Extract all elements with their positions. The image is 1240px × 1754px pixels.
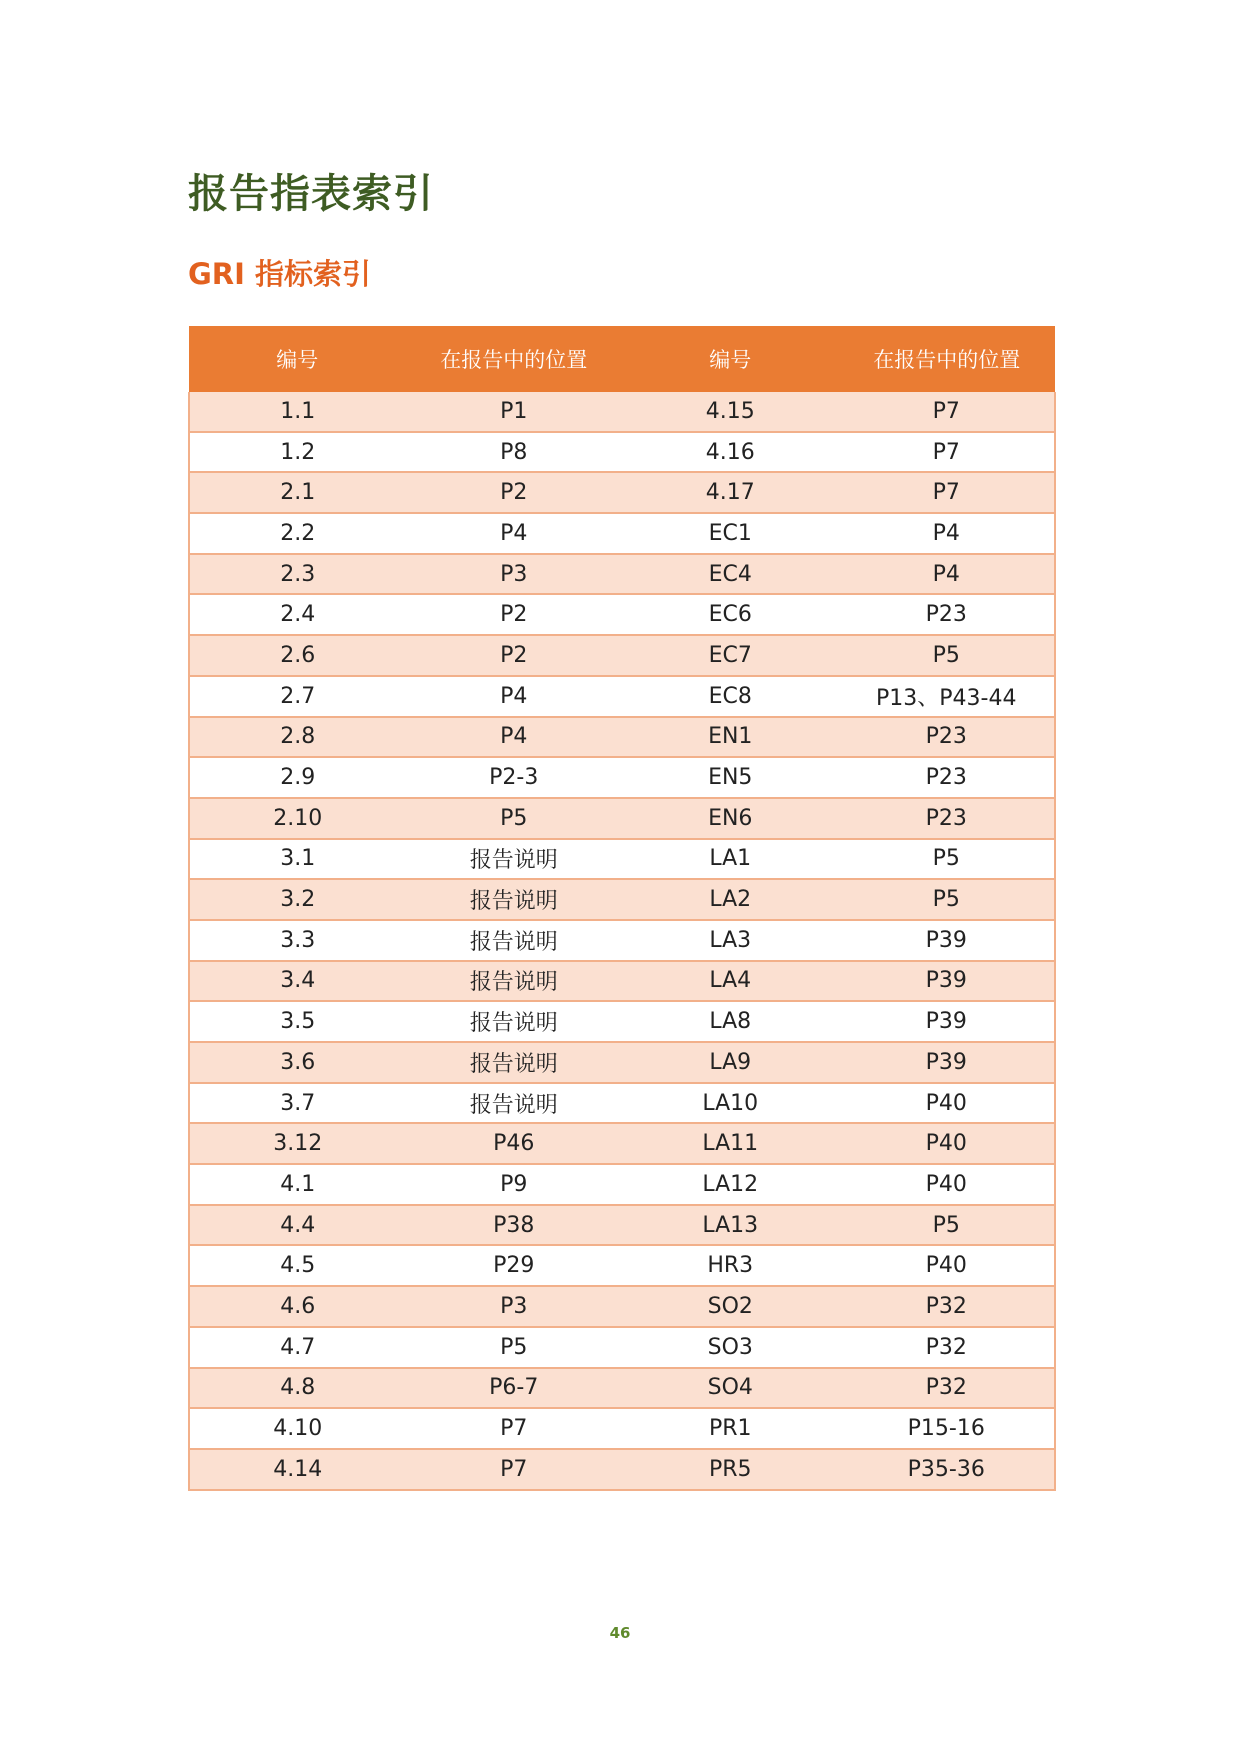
indicator-id-cell: 2.8 (189, 717, 406, 758)
indicator-id-cell: 4.4 (189, 1205, 406, 1246)
report-location-cell: P32 (839, 1368, 1056, 1409)
report-location-cell: P23 (839, 717, 1056, 758)
report-location-cell: 报告说明 (406, 879, 623, 920)
header-id-left: 编号 (189, 326, 406, 392)
indicator-id-cell: LA4 (622, 961, 839, 1002)
table-row (189, 513, 1055, 554)
table-body (189, 392, 1055, 1490)
indicator-id-cell: 4.7 (189, 1327, 406, 1368)
indicator-id-cell: SO3 (622, 1327, 839, 1368)
table-row (189, 717, 1055, 758)
indicator-id-cell: SO4 (622, 1368, 839, 1409)
table-row (189, 1164, 1055, 1205)
report-location-cell: P2 (406, 635, 623, 676)
table-row (189, 554, 1055, 595)
report-location-cell: P39 (839, 961, 1056, 1002)
report-location-cell: P8 (406, 432, 623, 473)
indicator-id-cell: 3.5 (189, 1001, 406, 1042)
report-location-cell: P5 (406, 1327, 623, 1368)
report-location-cell: 报告说明 (406, 1001, 623, 1042)
table-row (189, 1042, 1055, 1083)
table-row (189, 1449, 1055, 1490)
indicator-id-cell: EC8 (622, 676, 839, 717)
table-row (189, 594, 1055, 635)
table-row (189, 432, 1055, 473)
gri-index-table (188, 326, 1056, 1491)
report-location-cell: P7 (406, 1408, 623, 1449)
table-row (189, 920, 1055, 961)
report-location-cell: P4 (406, 717, 623, 758)
indicator-id-cell: 4.6 (189, 1286, 406, 1327)
report-location-cell: P2-3 (406, 757, 623, 798)
indicator-id-cell: EC4 (622, 554, 839, 595)
indicator-id-cell: 3.7 (189, 1083, 406, 1124)
indicator-id-cell: LA13 (622, 1205, 839, 1246)
indicator-id-cell: LA10 (622, 1083, 839, 1124)
indicator-id-cell: 4.16 (622, 432, 839, 473)
page-number: 46 (609, 1624, 631, 1642)
indicator-id-cell: 3.6 (189, 1042, 406, 1083)
report-location-cell: P46 (406, 1123, 623, 1164)
report-location-cell: P39 (839, 1042, 1056, 1083)
table-row (189, 1123, 1055, 1164)
header-row (189, 326, 1055, 392)
indicator-id-cell: PR5 (622, 1449, 839, 1490)
indicator-id-cell: 2.3 (189, 554, 406, 595)
report-location-cell: P4 (406, 676, 623, 717)
table-row (189, 1083, 1055, 1124)
indicator-id-cell: 2.6 (189, 635, 406, 676)
header-id-right: 编号 (622, 326, 839, 392)
indicator-id-cell: 3.1 (189, 839, 406, 880)
indicator-id-cell: 3.3 (189, 920, 406, 961)
indicator-id-cell: EN5 (622, 757, 839, 798)
report-location-cell: P2 (406, 472, 623, 513)
indicator-id-cell: LA3 (622, 920, 839, 961)
section-subtitle: GRI 指标索引 (188, 257, 372, 291)
report-location-cell: P5 (839, 839, 1056, 880)
table-row (189, 635, 1055, 676)
table-header (189, 326, 1055, 392)
report-location-cell: P1 (406, 392, 623, 432)
indicator-id-cell: 3.12 (189, 1123, 406, 1164)
indicator-id-cell: 1.2 (189, 432, 406, 473)
indicator-id-cell: LA9 (622, 1042, 839, 1083)
indicator-id-cell: 2.10 (189, 798, 406, 839)
report-location-cell: P7 (406, 1449, 623, 1490)
report-location-cell: P38 (406, 1205, 623, 1246)
report-location-cell: P32 (839, 1327, 1056, 1368)
table-row (189, 1408, 1055, 1449)
indicator-id-cell: LA12 (622, 1164, 839, 1205)
indicator-id-cell: 4.5 (189, 1245, 406, 1286)
table-row (189, 1368, 1055, 1409)
report-location-cell: P39 (839, 920, 1056, 961)
indicator-id-cell: 3.4 (189, 961, 406, 1002)
report-location-cell: P3 (406, 1286, 623, 1327)
table-row (189, 1205, 1055, 1246)
report-location-cell: P3 (406, 554, 623, 595)
report-location-cell: P39 (839, 1001, 1056, 1042)
report-location-cell: 报告说明 (406, 961, 623, 1002)
report-location-cell: P23 (839, 798, 1056, 839)
header-location-right: 在报告中的位置 (839, 326, 1056, 392)
indicator-id-cell: HR3 (622, 1245, 839, 1286)
report-location-cell: 报告说明 (406, 920, 623, 961)
indicator-id-cell: LA8 (622, 1001, 839, 1042)
page-title: 报告指表索引 (188, 171, 434, 217)
table-row (189, 1001, 1055, 1042)
indicator-id-cell: EN6 (622, 798, 839, 839)
table-row (189, 1327, 1055, 1368)
indicator-id-cell: 2.4 (189, 594, 406, 635)
report-location-cell: P4 (839, 513, 1056, 554)
indicator-id-cell: 1.1 (189, 392, 406, 432)
report-location-cell: P7 (839, 432, 1056, 473)
table-row (189, 1245, 1055, 1286)
report-location-cell: 报告说明 (406, 839, 623, 880)
indicator-id-cell: EC6 (622, 594, 839, 635)
report-location-cell: P40 (839, 1083, 1056, 1124)
indicator-id-cell: 4.17 (622, 472, 839, 513)
report-location-cell: P9 (406, 1164, 623, 1205)
table-row (189, 392, 1055, 432)
indicator-id-cell: 4.10 (189, 1408, 406, 1449)
report-location-cell: P15-16 (839, 1408, 1056, 1449)
table-row (189, 1286, 1055, 1327)
table-row (189, 798, 1055, 839)
report-location-cell: P4 (406, 513, 623, 554)
report-location-cell: 报告说明 (406, 1042, 623, 1083)
report-location-cell: P32 (839, 1286, 1056, 1327)
report-location-cell: P40 (839, 1123, 1056, 1164)
report-location-cell: P7 (839, 392, 1056, 432)
indicator-id-cell: EN1 (622, 717, 839, 758)
indicator-id-cell: LA11 (622, 1123, 839, 1164)
report-location-cell: P7 (839, 472, 1056, 513)
indicator-id-cell: LA2 (622, 879, 839, 920)
indicator-id-cell: PR1 (622, 1408, 839, 1449)
table-row (189, 879, 1055, 920)
indicator-id-cell: 2.7 (189, 676, 406, 717)
indicator-id-cell: 4.15 (622, 392, 839, 432)
report-location-cell: P5 (839, 879, 1056, 920)
report-location-cell: P5 (839, 635, 1056, 676)
report-location-cell: P4 (839, 554, 1056, 595)
table-row (189, 839, 1055, 880)
table-row (189, 757, 1055, 798)
report-location-cell: P23 (839, 594, 1056, 635)
indicator-id-cell: 2.9 (189, 757, 406, 798)
report-location-cell: P13、P43-44 (839, 676, 1056, 717)
indicator-id-cell: 3.2 (189, 879, 406, 920)
report-location-cell: P23 (839, 757, 1056, 798)
indicator-id-cell: 4.1 (189, 1164, 406, 1205)
table-row (189, 472, 1055, 513)
report-location-cell: P29 (406, 1245, 623, 1286)
table-row (189, 676, 1055, 717)
indicator-id-cell: 4.8 (189, 1368, 406, 1409)
table-row (189, 961, 1055, 1002)
indicator-id-cell: 4.14 (189, 1449, 406, 1490)
indicator-id-cell: 2.2 (189, 513, 406, 554)
indicator-id-cell: EC1 (622, 513, 839, 554)
report-location-cell: P35-36 (839, 1449, 1056, 1490)
report-location-cell: 报告说明 (406, 1083, 623, 1124)
report-location-cell: P6-7 (406, 1368, 623, 1409)
report-location-cell: P5 (406, 798, 623, 839)
header-location-left: 在报告中的位置 (406, 326, 623, 392)
report-location-cell: P40 (839, 1245, 1056, 1286)
report-location-cell: P2 (406, 594, 623, 635)
indicator-id-cell: SO2 (622, 1286, 839, 1327)
report-location-cell: P40 (839, 1164, 1056, 1205)
indicator-id-cell: EC7 (622, 635, 839, 676)
report-location-cell: P5 (839, 1205, 1056, 1246)
indicator-id-cell: 2.1 (189, 472, 406, 513)
indicator-id-cell: LA1 (622, 839, 839, 880)
